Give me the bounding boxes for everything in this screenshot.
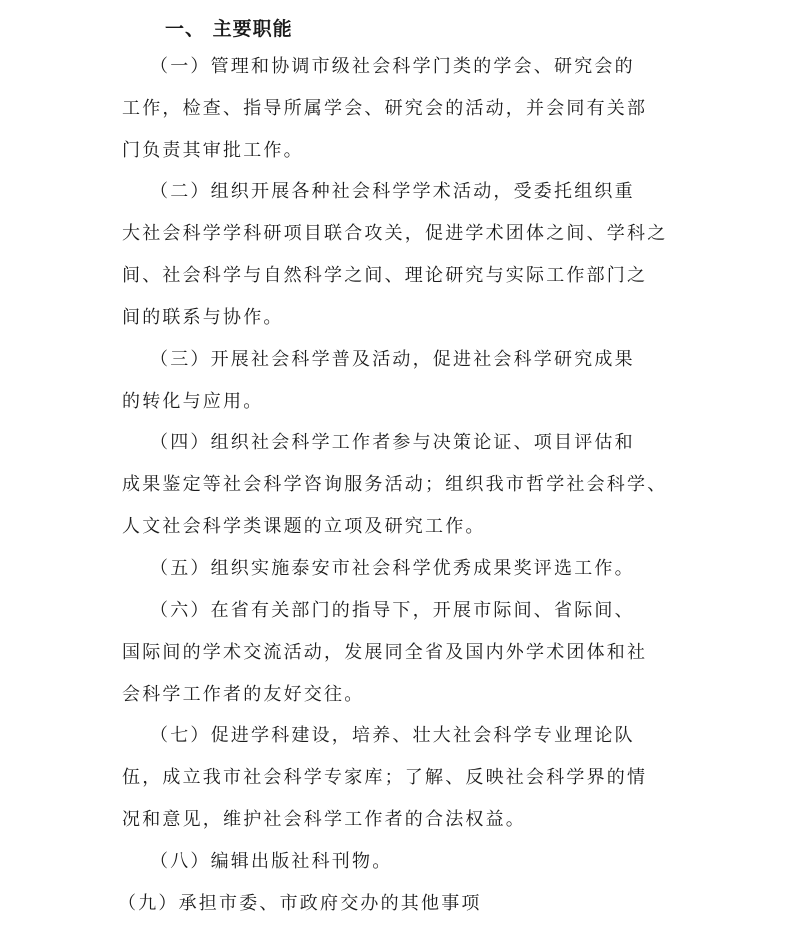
paragraph-line: 会科学工作者的友好交往。 xyxy=(122,684,365,705)
paragraph-line: 的转化与应用。 xyxy=(122,391,264,412)
paragraph-line: 成果鉴定等社会科学咨询服务活动；组织我市哲学社会科学、 xyxy=(122,474,668,495)
paragraph-line: 门负责其审批工作。 xyxy=(122,140,304,161)
paragraph-line: 国际间的学术交流活动，发展同全省及国内外学术团体和社 xyxy=(122,642,648,663)
paragraph-line: 间的联系与协作。 xyxy=(122,307,284,328)
section-heading: 一、 主要职能 xyxy=(165,18,293,40)
paragraph-line: （一）管理和协调市级社会科学门类的学会、研究会的 xyxy=(150,56,635,77)
paragraph-line: （三）开展社会科学普及活动，促进社会科学研究成果 xyxy=(150,349,635,370)
paragraph-line: 工作，检查、指导所属学会、研究会的活动，并会同有关部 xyxy=(122,98,648,119)
paragraph-line: （八）编辑出版社科刊物。 xyxy=(150,851,393,872)
paragraph-line: （四）组织社会科学工作者参与决策论证、项目评估和 xyxy=(150,432,635,453)
paragraph-line: （五）组织实施泰安市社会科学优秀成果奖评选工作。 xyxy=(150,558,635,579)
paragraph-line: 间、社会科学与自然科学之间、理论研究与实际工作部门之 xyxy=(122,265,648,286)
paragraph-line: 伍，成立我市社会科学专家库；了解、反映社会科学界的情 xyxy=(122,767,648,788)
paragraph-line: 大社会科学学科研项目联合攻关，促进学术团体之间、学科之 xyxy=(122,223,668,244)
paragraph-line: （六）在省有关部门的指导下，开展市际间、省际间、 xyxy=(150,600,635,621)
paragraph-line: （七）促进学科建设，培养、壮大社会科学专业理论队 xyxy=(150,725,635,746)
paragraph-line: 人文社会科学类课题的立项及研究工作。 xyxy=(122,516,486,537)
paragraph-line: （二）组织开展各种社会科学学术活动，受委托组织重 xyxy=(150,181,635,202)
paragraph-line: （九）承担市委、市政府交办的其他事项 xyxy=(118,893,482,914)
paragraph-line: 况和意见，维护社会科学工作者的合法权益。 xyxy=(122,809,526,830)
